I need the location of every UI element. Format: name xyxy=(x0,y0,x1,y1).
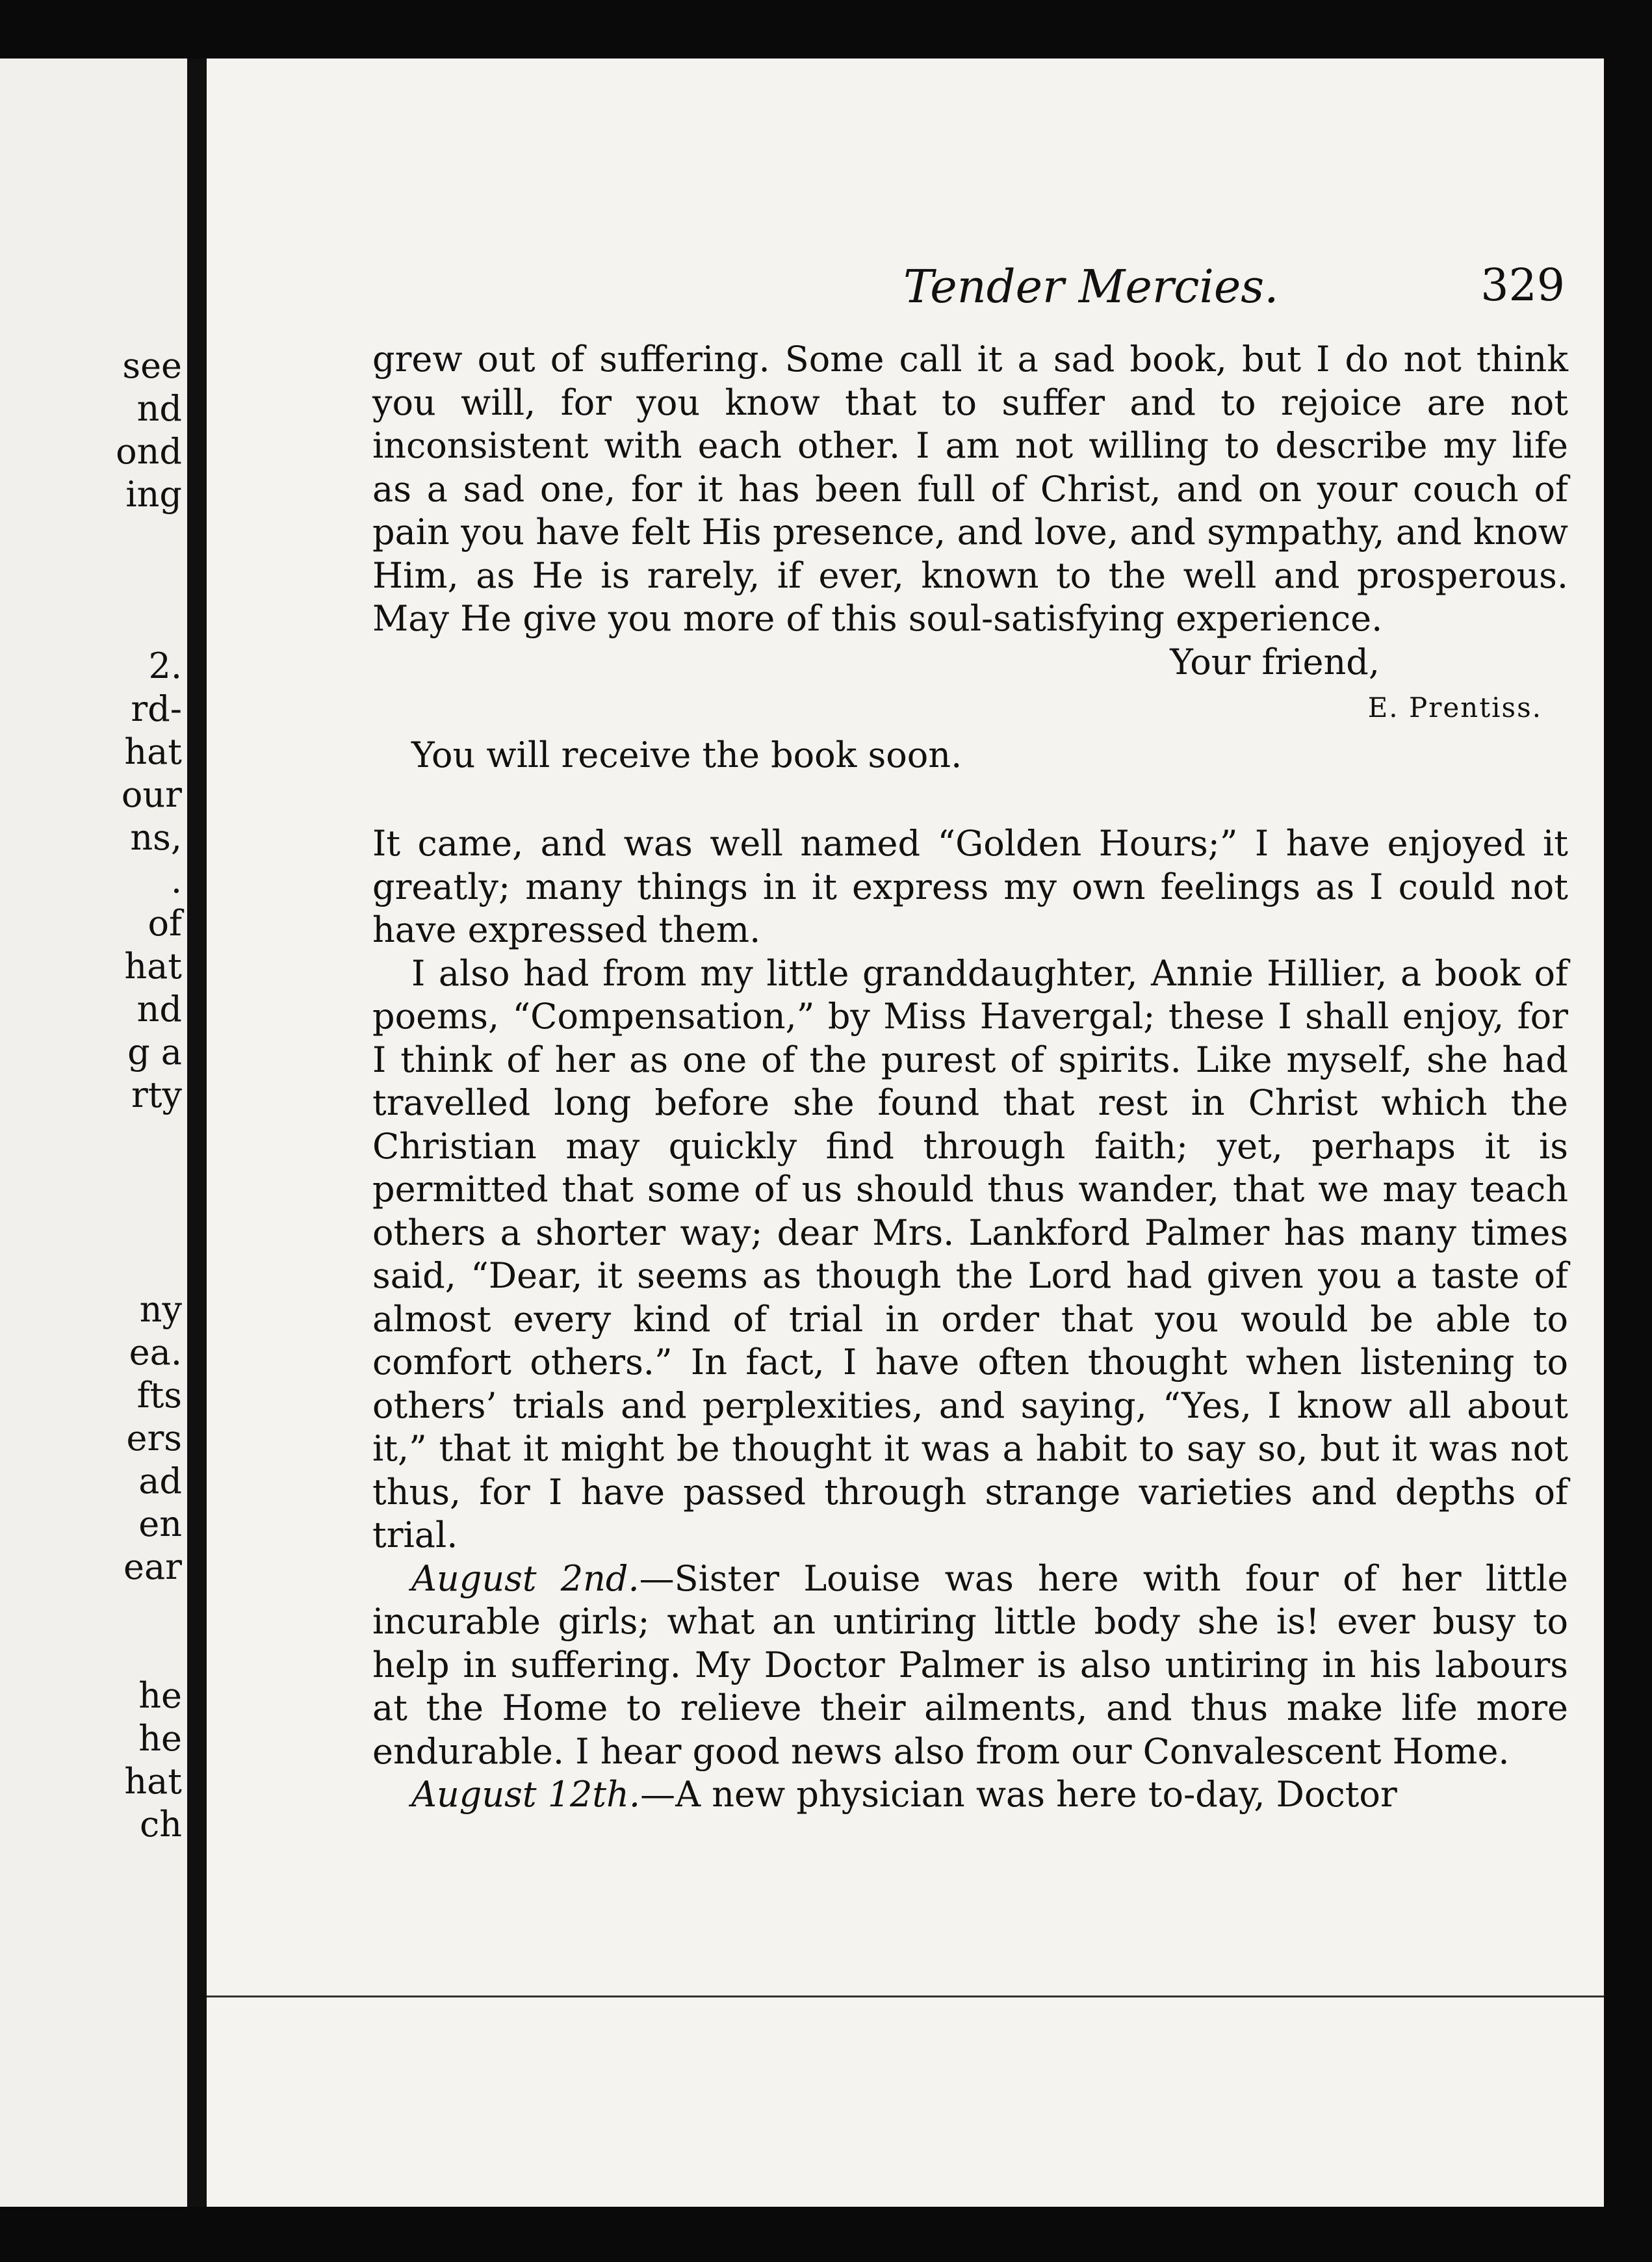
facing-page-fragment: ns, xyxy=(130,817,182,858)
facing-page-fragment: ch xyxy=(139,1804,182,1845)
scan-border-bottom xyxy=(0,2207,1652,2262)
facing-page-fragment: ad xyxy=(138,1461,182,1502)
facing-page-fragment: hat xyxy=(124,946,182,987)
facing-page-fragment: ing xyxy=(125,474,182,515)
facing-page-fragment xyxy=(0,1632,182,1674)
book-page xyxy=(207,58,1604,2207)
facing-page-fragments xyxy=(0,344,187,1846)
facing-page-fragment: 2. xyxy=(148,645,182,686)
facing-page-fragment: ea. xyxy=(129,1332,182,1373)
entry-text: —Sister Louise was here with four of her little incurable girls; what an untiring little body she is! ever busy to help in suffering. My Doctor Palmer is also untiring in his labours at the Home to relieve their ailments, and thus make life more endurable. I hear good news also from our Convalescent Home. xyxy=(372,1557,1568,1772)
facing-page-edge xyxy=(0,58,187,2207)
facing-page-fragment: en xyxy=(138,1503,182,1544)
letter-signer xyxy=(372,684,1568,730)
facing-page-fragment: nd xyxy=(136,388,182,429)
facing-page-fragment: ear xyxy=(123,1546,182,1587)
entry-text: —A new physician was here to-day, Doctor xyxy=(640,1774,1397,1815)
letter-postscript: You will receive the book soon. xyxy=(411,734,962,775)
facing-page-fragment xyxy=(0,1245,182,1288)
facing-page-fragment: ond xyxy=(116,431,182,472)
diary-entry-august-2 xyxy=(372,1557,1568,1774)
facing-page-fragment: ers xyxy=(126,1418,182,1459)
facing-page-fragment: of xyxy=(148,903,182,944)
facing-page-fragment: rd- xyxy=(131,688,182,729)
section-gap xyxy=(372,777,1568,822)
scan-border-right xyxy=(1604,0,1652,2262)
facing-page-fragment xyxy=(0,559,182,602)
facing-page-fragment xyxy=(0,1202,182,1245)
facing-page-fragment: . xyxy=(170,860,182,901)
facing-page-fragment xyxy=(0,516,182,559)
diary-paragraph-golden-hours: It came, and was well named “Golden Hours;” I have enjoyed it greatly; many things in it express my own feelings as I could not have expressed them. xyxy=(372,823,1568,950)
facing-page-fragment xyxy=(0,1589,182,1632)
diary-entry-august-12 xyxy=(372,1773,1568,1817)
page-number: 329 xyxy=(1480,260,1565,311)
facing-page-fragment: our xyxy=(121,774,182,815)
facing-page-fragment xyxy=(0,1160,182,1202)
entry-date: August 12th. xyxy=(411,1774,641,1815)
facing-page-fragment: nd xyxy=(136,989,182,1030)
entry-date: August 2nd. xyxy=(411,1557,639,1599)
facing-page-fragment xyxy=(0,1117,182,1160)
scan-border-top xyxy=(0,0,1652,58)
diary-paragraph-compensation: I also had from my little granddaughter, Annie Hillier, a book of poems, “Compensation,” by Miss Havergal; these I shall enjoy, for I think of her as one of the purest of spirits. Like myself, she had travelled long before she found that rest in Christ which the Christian may quickly find through faith; yet, perhaps it is permitted that some of us should thus wander, that we may teach others a shorter way; dear Mrs. Lankford Palmer has many times said, “Dear, it seems as though the Lord had given you a taste of almost every kind of trial in order that you would be able to comfort others.” In fact, I have often thought when listening to others’ trials and perplexities, and saying, “Yes, I know all about it,” that it might be thought it was a habit to say so, but it was not thus, for I have passed through strange varieties and depths of trial. xyxy=(372,952,1568,1555)
facing-page-fragment: rty xyxy=(131,1074,182,1115)
facing-page-fragment: hat xyxy=(124,731,182,772)
facing-page-fragment: fts xyxy=(136,1375,182,1416)
book-gutter xyxy=(187,58,207,2207)
signer-name: E. Prentiss. xyxy=(1367,692,1542,723)
facing-page-fragment: g a xyxy=(127,1032,182,1072)
running-title: Tender Mercies. xyxy=(903,260,1279,313)
facing-page-fragment: he xyxy=(138,1675,182,1716)
facing-page-fragment: ny xyxy=(139,1289,182,1330)
page-bottom-rule xyxy=(207,1996,1604,1997)
page-body xyxy=(372,338,1568,1817)
facing-page-fragment xyxy=(0,602,182,645)
page-header xyxy=(369,260,1565,325)
letter-closing: Your friend, xyxy=(1170,641,1380,682)
facing-page-fragment: he xyxy=(138,1718,182,1759)
letter-paragraph: grew out of suffering. Some call it a sad book, but I do not think you will, for you know that to suffer and to rejoice are not inconsistent with each other. I am not willing to describe my life as a sad one, for it has been full of Christ, and on your couch of pain you have felt His presence, and love, and sympathy, and know Him, as He is rarely, if ever, known to the well and prosperous. May He give you more of this soul-satisfying experience. xyxy=(372,339,1568,639)
facing-page-fragment: see xyxy=(122,345,182,386)
facing-page-fragment: hat xyxy=(124,1761,182,1802)
